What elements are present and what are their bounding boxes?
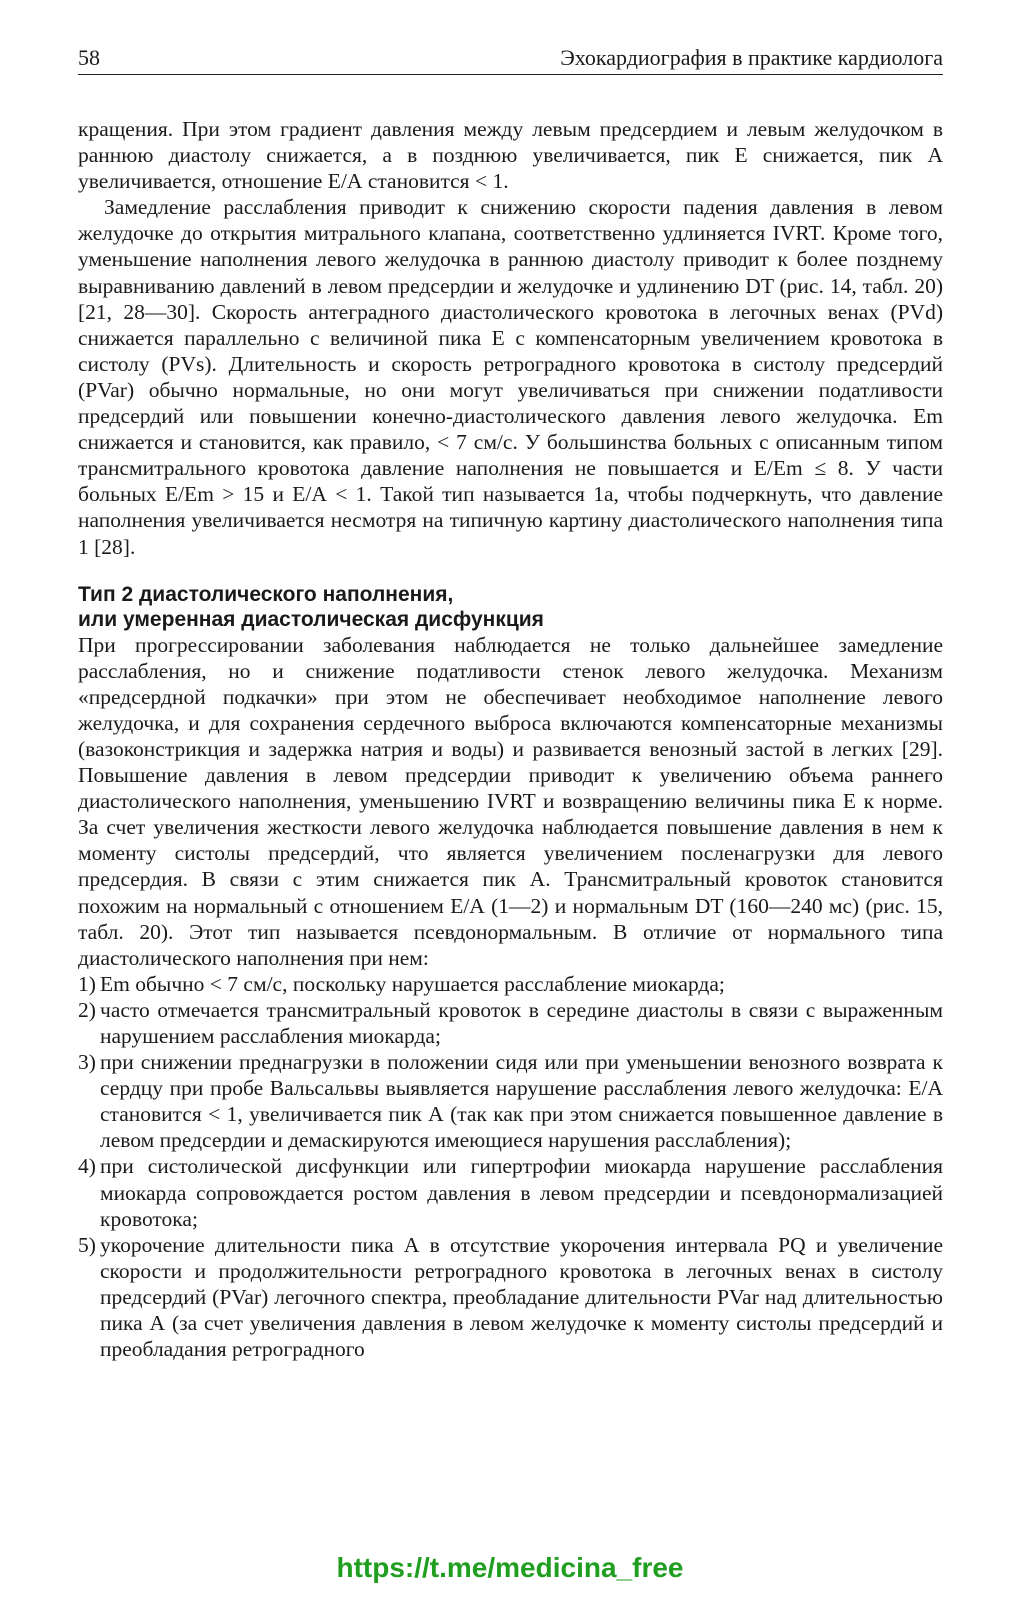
section-heading — [78, 582, 943, 632]
list-item-number: 4) — [78, 1154, 96, 1179]
paragraph: Замедление расслабления приводит к снижению скорости падения давления в левом желудочке до открытия митрального клапана, соответственно удлиняется IVRT. Кроме того, уменьшение наполнения левого желудочка в раннюю диастолу приводит к более позднему выравниванию давлений в левом предсердии и желудочке и удлинению DT (рис. 14, табл. 20) [21, 28—30]. Скорость антеградного диастолического кровотока в легочных венах (PVd) снижается параллельно с величиной пика Е с компенсаторным увеличением кровотока в систолу (PVs). Длительность и скорость ретроградного кровотока в систолу предсердий (PVar) обычно нормальные, но они могут увеличиваться при снижении податливости предсердий или повышении конечно-диастолического давления левого желудочка. Em снижается и становится, как правило, < 7 см/с. У большинства больных с описанным типом трансмитрального кровотока давление наполнения не повышается и E/Em ≤ 8. У части больных E/Em > 15 и Е/А < 1. Такой тип называется 1а, чтобы подчеркнуть, что давление наполнения увеличивается несмотря на типичную картину диастолического наполнения типа 1 [28]. — [78, 195, 943, 559]
section-paragraph: При прогрессировании заболевания наблюдается не только дальнейшее замедление расслабления, но и снижение податливости стенок левого желудочка. Механизм «предсердной подкачки» при этом не обеспечивает необходимое наполнение левого желудочка, и для сохранения сердечного выброса включаются компенсаторные механизмы (вазоконстрикция и задержка натрия и воды) и развивается венозный застой в легких [29]. Повышение давления в левом предсердии приводит к увеличению объема раннего диастолического наполнения, уменьшению IVRT и возвращению величины пика Е к норме. За счет увеличения жесткости левого желудочка наблюдается повышение давления в нем к моменту систолы предсердий, что является увеличением посленагрузки для левого предсердия. В связи с этим снижается пик А. Трансмитральный кровоток становится похожим на нормальный с отношением Е/А (1—2) и нормальным DT (160—240 мс) (рис. 15, табл. 20). Этот тип называется псевдонормальным. В отличие от нормального типа диастолического наполнения при нем: — [78, 632, 943, 970]
paragraph: кращения. При этом градиент давления между левым предсердием и левым желудочком в раннюю диастолу снижается, а в позднюю увеличивается, пик Е снижается, пик А увеличивается, отношение Е/А становится < 1. — [78, 117, 943, 194]
list-item-number: 1) — [78, 971, 96, 996]
list-item — [78, 997, 943, 1049]
list-item-text: при систолической дисфункции или гипертрофии миокарда нарушение расслабления миокарда сопровождается ростом давления в левом предсердии и псевдонормализацией кровотока; — [100, 1154, 943, 1231]
section-heading-line: Тип 2 диастолического наполнения, — [78, 582, 454, 606]
list-item — [78, 1153, 943, 1231]
list-item-text: при снижении преднагрузки в положении сидя или при уменьшении венозного возврата к сердцу при пробе Вальсальвы выявляется нарушение расслабления левого желудочка: Е/А становится < 1, увеличивается пик А (так как при этом снижается повышенное давление в левом предсердии и демаскируются имеющиеся нарушения расслабления); — [100, 1050, 943, 1153]
list-item — [78, 971, 943, 997]
list-item-text: часто отмечается трансмитральный кровоток в середине диастолы в связи с выраженным нарушением расслабления миокарда; — [100, 997, 943, 1048]
numbered-list — [78, 971, 943, 1362]
page-body — [78, 116, 943, 1362]
section-heading-line: или умеренная диастолическая дисфункция — [78, 607, 544, 631]
page-number: 58 — [78, 45, 100, 70]
list-item-number: 3) — [78, 1050, 96, 1075]
list-item-text: укорочение длительности пика А в отсутствие укорочения интервала PQ и увеличение скорости и продолжительности ретроградного кровотока в легочных венах в систолу предсердий (PVar) легочного спектра, преобладание длительности PVar над длительностью пика А (за счет увеличения давления в левом желудочке к моменту систолы предсердий и преобладания ретроградного — [100, 1232, 943, 1362]
list-item-text: Em обычно < 7 см/с, поскольку нарушается расслабление миокарда; — [100, 971, 725, 996]
running-title: Эхокардиография в практике кардиолога — [560, 45, 943, 70]
list-item-number: 5) — [78, 1232, 96, 1257]
telegram-link[interactable]: https://t.me/medicina_free — [336, 1552, 684, 1583]
list-item-number: 2) — [78, 997, 96, 1022]
list-item — [78, 1049, 943, 1153]
page-header — [78, 44, 943, 75]
list-item — [78, 1232, 943, 1362]
